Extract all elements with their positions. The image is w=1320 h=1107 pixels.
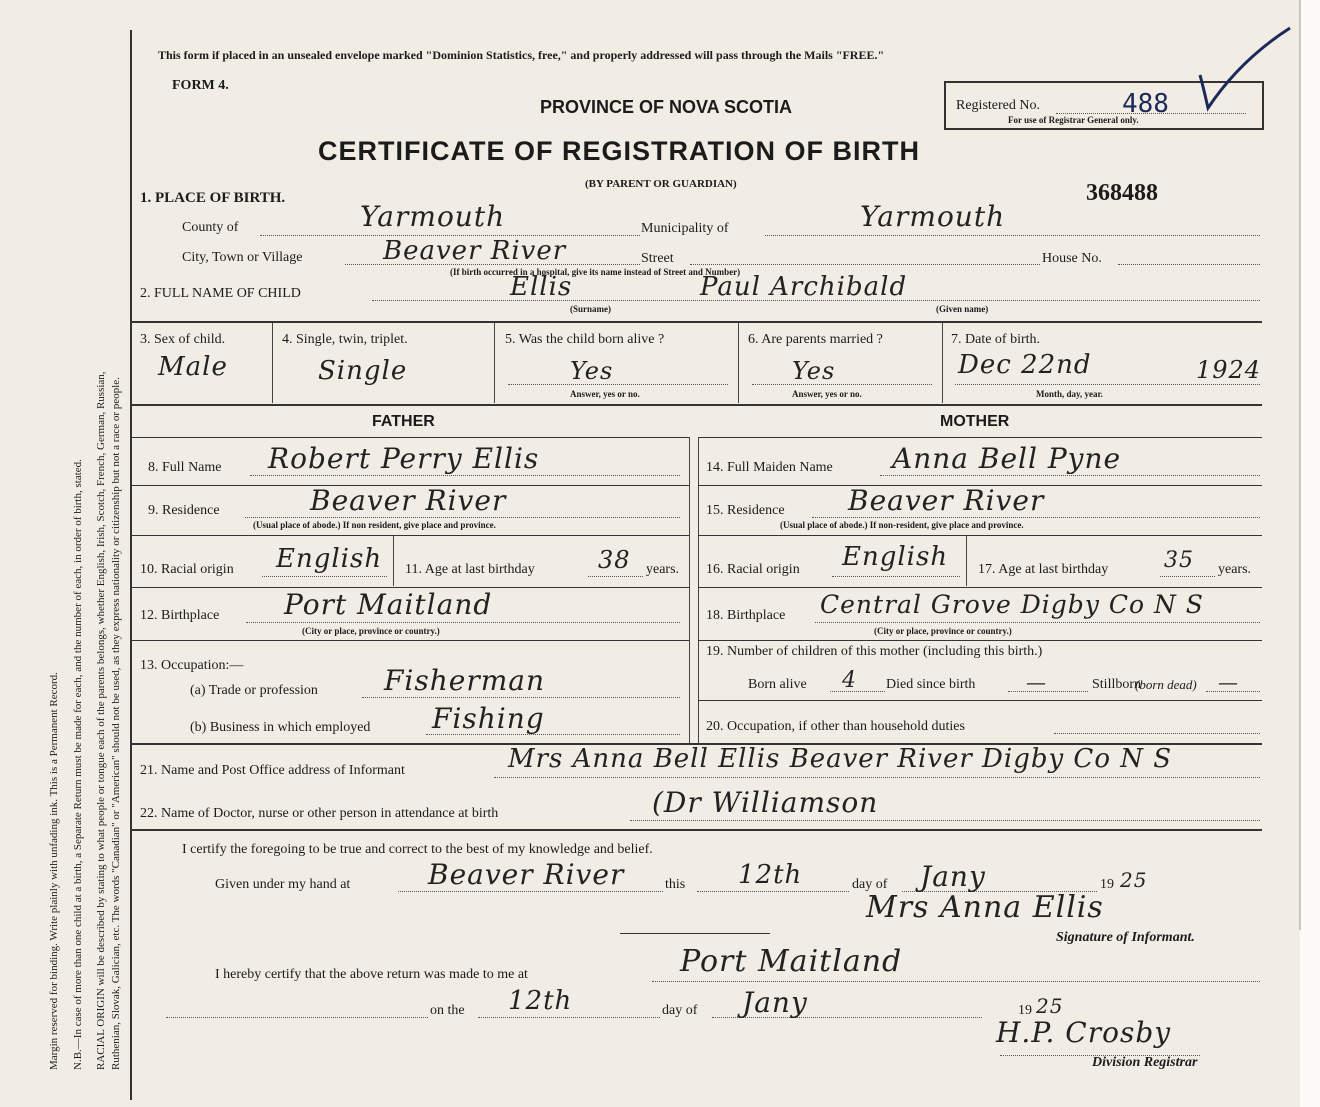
father-business-value: Fishing <box>432 702 545 735</box>
father-heading: FATHER <box>372 413 435 430</box>
mother-residence-label: 15. Residence <box>706 503 785 518</box>
mother-birthplace-caption: (City or place, province or country.) <box>874 626 1012 636</box>
margin-note-racial-origin-1: RACIAL ORIGIN will be described by stating to what people or tongue each of the parents belongs, whether English, Irish, Scotch, French, German, Russian, <box>95 371 107 1070</box>
father-occupation-label: 13. Occupation:— <box>140 658 244 673</box>
municipality-value: Yarmouth <box>860 200 1006 233</box>
mother-heading: MOTHER <box>940 413 1010 430</box>
mother-age-label: 17. Age at last birthday <box>978 562 1109 577</box>
parents-married-label: 6. Are parents married ? <box>748 332 883 347</box>
surname-caption: (Surname) <box>570 304 611 314</box>
divider-certify <box>131 829 1262 831</box>
city-value: Beaver River <box>383 236 567 266</box>
registrar-year-value: 25 <box>1036 994 1064 1018</box>
registrar-place-value: Port Maitland <box>680 944 903 979</box>
parents-married-caption: Answer, yes or no. <box>792 389 862 399</box>
registered-number-label: Registered No. <box>956 98 1040 113</box>
mother-name-value: Anna Bell Pyne <box>892 442 1122 475</box>
mother-residence-value: Beaver River <box>848 484 1045 517</box>
house-number-label: House No. <box>1042 251 1102 266</box>
given-day-of-label: day of <box>852 877 888 892</box>
province-heading: PROVINCE OF NOVA SCOTIA <box>540 97 793 117</box>
father-age-label: 11. Age at last birthday <box>405 562 535 577</box>
mother-age-value: 35 <box>1164 548 1194 573</box>
father-trade-value: Fisherman <box>384 664 546 697</box>
stillborn-label: Stillborn <box>1092 677 1142 692</box>
registrar-signature: H.P. Crosby <box>996 1016 1172 1049</box>
municipality-label: Municipality of <box>641 221 729 236</box>
informant-label: 21. Name and Post Office address of Informant <box>140 763 405 778</box>
stillborn-note: (born dead) <box>1135 677 1197 692</box>
county-label: County of <box>182 220 239 235</box>
mother-residence-caption: (Usual place of abode.) If non-resident, give place and province. <box>780 520 1024 530</box>
born-alive-label: 5. Was the child born alive ? <box>505 332 665 347</box>
registered-number-value: 488 <box>1122 89 1169 119</box>
margin-note-multiple-births: N.B.—In case of more than one child at a birth, a Separate Return must be made for each, and the number of each, in order of birth, stated. <box>72 459 84 1070</box>
given-year-value: 25 <box>1120 868 1148 892</box>
place-of-birth-label: 1. PLACE OF BIRTH. <box>140 190 286 206</box>
registrar-statement: I hereby certify that the above return was made to me at <box>215 967 528 982</box>
registrar-signature-caption: Division Registrar <box>1092 1055 1198 1070</box>
street-label: Street <box>641 251 674 266</box>
registrar-month-value: Jany <box>742 986 808 1019</box>
registrar-general-note: For use of Registrar General only. <box>1008 115 1139 125</box>
born-alive-count-label: Born alive <box>748 677 807 692</box>
mother-age-unit: years. <box>1218 562 1252 577</box>
father-trade-label: (a) Trade or profession <box>190 683 318 698</box>
father-birthplace-label: 12. Birthplace <box>140 608 220 623</box>
child-name-label: 2. FULL NAME OF CHILD <box>140 286 301 301</box>
postal-notice: This form if placed in an unsealed envelope marked "Dominion Statistics, free," and properly addressed will pass through the Mails "FREE." <box>158 48 885 62</box>
plurality-value: Single <box>318 356 408 386</box>
born-alive-caption: Answer, yes or no. <box>570 389 640 399</box>
registrar-on-label: on the <box>430 1003 465 1018</box>
this-label: this <box>665 877 686 892</box>
registrar-day-of-label: day of <box>662 1003 698 1018</box>
form-number: FORM 4. <box>172 78 229 93</box>
father-name-label: 8. Full Name <box>148 460 222 475</box>
doctor-value: (Dr Williamson <box>652 786 879 819</box>
father-age-unit: years. <box>646 562 680 577</box>
informant-signature-caption: Signature of Informant. <box>1056 930 1195 945</box>
checkmark-icon <box>1190 20 1300 120</box>
mother-racial-origin-label: 16. Racial origin <box>706 562 800 577</box>
child-given-name-value: Paul Archibald <box>700 272 908 302</box>
certificate-number: 368488 <box>1086 180 1158 206</box>
margin-note-racial-origin-2: Ruthenian, Slovak, Galician, etc. The words "Canadian" or "American" should not be used, as they express nationality or citizenship but not a race or people. <box>110 377 122 1070</box>
given-day-value: 12th <box>738 860 803 890</box>
father-birthplace-caption: (City or place, province or country.) <box>302 626 440 636</box>
divider-top <box>131 321 1262 323</box>
hospital-note: (If birth occurred in a hospital, give its name instead of Street and Number) <box>450 267 741 277</box>
mother-children-label: 19. Number of children of this mother (including this birth.) <box>706 644 1043 659</box>
sex-value: Male <box>158 352 228 382</box>
born-alive-value: Yes <box>570 357 614 385</box>
father-birthplace-value: Port Maitland <box>284 588 493 621</box>
county-value: Yarmouth <box>360 200 506 233</box>
given-name-caption: (Given name) <box>936 304 989 314</box>
registrar-day-value: 12th <box>508 986 573 1016</box>
given-month-value: Jany <box>920 860 986 893</box>
child-surname-value: Ellis <box>510 272 573 302</box>
father-residence-label: 9. Residence <box>148 503 220 518</box>
given-place-value: Beaver River <box>428 858 625 891</box>
born-alive-count-value: 4 <box>842 668 857 693</box>
father-racial-origin-value: English <box>276 544 383 574</box>
date-of-birth-label: 7. Date of birth. <box>951 332 1041 347</box>
father-age-value: 38 <box>598 546 631 574</box>
informant-value: Mrs Anna Bell Ellis Beaver River Digby Co N S <box>508 744 1173 774</box>
certificate-title: CERTIFICATE OF REGISTRATION OF BIRTH <box>318 136 920 166</box>
father-name-value: Robert Perry Ellis <box>268 442 540 475</box>
mother-birthplace-value: Central Grove Digby Co N S <box>820 590 1204 619</box>
father-residence-caption: (Usual place of abode.) If non resident, give place and province. <box>253 520 496 530</box>
plurality-label: 4. Single, twin, triplet. <box>282 332 408 347</box>
father-residence-value: Beaver River <box>310 484 507 517</box>
mother-birthplace-label: 18. Birthplace <box>706 608 786 623</box>
given-under-hand-label: Given under my hand at <box>215 877 351 892</box>
mother-occupation-label: 20. Occupation, if other than household duties <box>706 719 965 734</box>
date-of-birth-year: 1924 <box>1196 356 1262 384</box>
father-business-label: (b) Business in which employed <box>190 720 371 735</box>
sex-label: 3. Sex of child. <box>140 332 226 347</box>
registrar-year-prefix: 19 <box>1018 1003 1032 1018</box>
died-since-birth-value: — <box>1026 670 1047 694</box>
certify-statement: I certify the foregoing to be true and correct to the best of my knowledge and belief. <box>182 842 653 857</box>
mother-name-label: 14. Full Maiden Name <box>706 460 833 475</box>
date-of-birth-caption: Month, day, year. <box>1036 389 1103 399</box>
date-of-birth-value: Dec 22nd <box>958 350 1092 380</box>
parents-married-value: Yes <box>792 357 836 385</box>
city-label: City, Town or Village <box>182 250 303 265</box>
informant-signature: Mrs Anna Ellis <box>866 890 1104 925</box>
mother-racial-origin-value: English <box>842 542 949 572</box>
margin-note-binding: Margin reserved for binding. Write plainly with unfading ink. This is a Permanent Record. <box>48 672 60 1070</box>
died-since-birth-label: Died since birth <box>886 677 976 692</box>
given-year-prefix: 19 <box>1100 877 1114 892</box>
doctor-label: 22. Name of Doctor, nurse or other person in attendance at birth <box>140 806 499 821</box>
certificate-subtitle: (BY PARENT OR GUARDIAN) <box>585 178 737 190</box>
father-racial-origin-label: 10. Racial origin <box>140 562 234 577</box>
stillborn-value: — <box>1218 670 1239 694</box>
divider-parents <box>131 404 1262 406</box>
